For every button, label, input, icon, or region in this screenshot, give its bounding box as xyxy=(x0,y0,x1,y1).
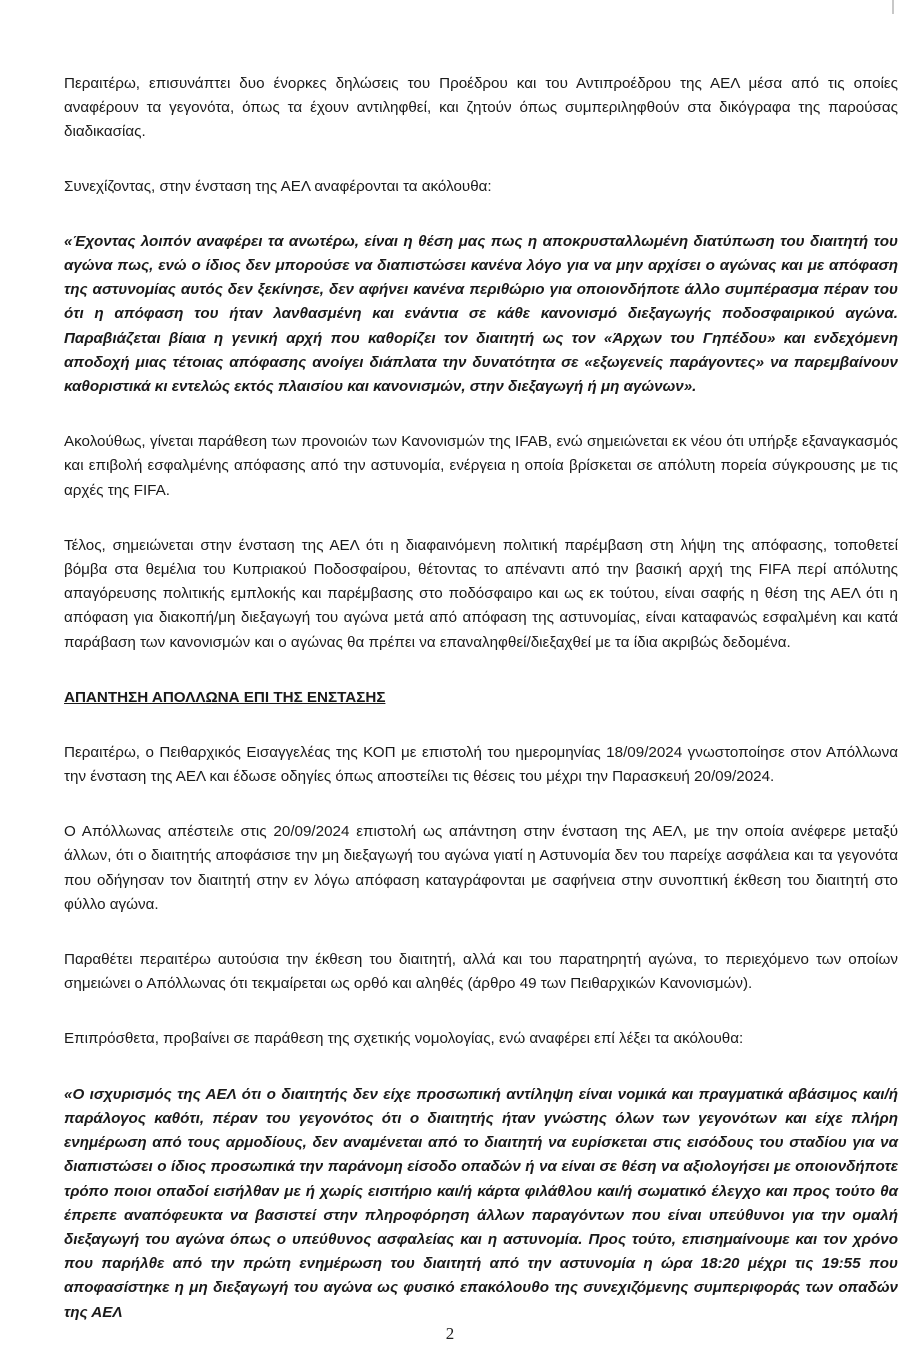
quote-apollon-reply: «Ο ισχυρισμός της ΑΕΛ ότι ο διαιτητής δεν είχε προσωπική αντίληψη είναι νομικά και πραγματικά αβάσιμος και/ή παράλογος καθότι, πέραν του γεγονότος ότι ο διαιτητής ήταν γνώστης όλων των γεγονότων και είχε πλήρη ενημέρωση από τους αρμοδίους, δεν αναμένεται από το διαιτητή να ευρίσκεται στις εισόδους του σταδίου για να διαπιστώσει ο ίδιος προσωπικά την παράνομη είσοδο οπαδών ή να είναι σε θέση να αξιολογήσει με οποιονδήποτε τρόπο ποιοι οπαδοί εισήλθαν με ή χωρίς εισιτήριο και/ή κάρτα φιλάθλου και/ή σωματικό έλεγχο και προς τούτο θα έπρεπε αναπόφευκτα να βασιστεί στην πληροφόρηση άλλων παραγόντων που είναι υπεύθυνοι για την ομαλή διεξαγωγή του αγώνα όπως ο υπεύθυνος ασφαλείας και η αστυνομία. Προς τούτο, επισημαίνουμε και τον χρόνο που παρήλθε από την πρώτη ενημέρωση του διαιτητή από την αστυνομία η ώρα 18:20 μέχρι τις 19:55 που αποφασίστηκε η μη διεξαγωγή του αγώνα ως φυσικό επακόλουθο της συνεχιζόμενης συμπεριφοράς των οπαδών της ΑΕΛ xyxy=(64,1085,898,1321)
paragraph-ifab-rules: Ακολούθως, γίνεται παράθεση των προνοιών των Κανονισμών της IFAB, ενώ σημειώνεται εκ νέου ότι υπήρξε εξαναγκασμός και επιβολή εσφαλμένης απόφασης από την αστυνομία, ενέργεια η οποία βρίσκεται σε απόλυτη πορεία σύγκρουσης με τις αρχές της FIFA. xyxy=(64,433,898,499)
paragraph-political-intervention: Τέλος, σημειώνεται στην ένσταση της ΑΕΛ ότι η διαφαινόμενη πολιτική παρέμβαση στη λήψη της απόφασης, τοποθετεί βόμβα στα θεμέλια του Κυπριακού Ποδοσφαίρου, θέτοντας το απέναντι από την βασική αρχή της FIFA περί απόλυτης απαγόρευσης πολιτικής εμπλοκής και παρέμβασης στο ποδόσφαιρο και ως εκ τούτου, είναι σαφής η θέση της ΑΕΛ ότι η απόφαση για διακοπή/μη διεξαγωγή του αγώνα μετά από απόφαση της αστυνομίας, είναι καταφανώς εσφαλμένη και κατά παράβαση των κανονισμών και ο αγώνας θα πρέπει να επαναληφθεί/διεξαχθεί με τα ίδια ακριβώς δεδομένα. xyxy=(64,536,898,651)
document-page xyxy=(64,72,898,1325)
paragraph-continuing: Συνεχίζοντας, στην ένσταση της ΑΕΛ αναφέρονται τα ακόλουθα: xyxy=(64,177,492,195)
paragraph-prosecutor-letter: Περαιτέρω, ο Πειθαρχικός Εισαγγελέας της ΚΟΠ με επιστολή του ημερομηνίας 18/09/2024 γνωστοποίησε στον Απόλλωνα την ένσταση της ΑΕΛ και έδωσε οδηγίες όπως αποστείλει τις θέσεις του μέχρι την Παρασκευή 20/09/2024. xyxy=(64,743,898,786)
quote-ael-objection xyxy=(64,230,898,399)
paragraph-referee-report: Παραθέτει περαιτέρω αυτούσια την έκθεση του διαιτητή, αλλά και του παρατηρητή αγώνα, το περιεχόμενο των οποίων σημειώνει ο Απόλλωνας ότι τεκμαίρεται ως ορθό και αληθές (άρθρο 49 των Πειθαρχικών Κανονισμών). xyxy=(64,951,898,993)
scan-edge-mark xyxy=(892,0,894,14)
section-heading: ΑΠΑΝΤΗΣΗ ΑΠΟΛΛΩΝΑ ΕΠΙ ΤΗΣ ΕΝΣΤΑΣΗΣ xyxy=(64,688,386,706)
quote-ael-bold-part: Παραβιάζεται βίαια η γενική αρχή που καθορίζει τον διαιτητή ως τον «Άρχων του Γηπέδου» και ενδεχόμενη αποδοχή μιας τέτοιας απόφασης ανοίγει διάπλατα την δυνατότητα σε «εξωγενείς παράγοντες» να παρεμβαίνουν καθοριστικά κι εντελώς εκτός πλαισίου και κανονισμών, στην διεξαγωγή ή μη αγώνων». xyxy=(64,329,898,396)
paragraph-case-law: Επιπρόσθετα, προβαίνει σε παράθεση της σχετικής νομολογίας, ενώ αναφέρει επί λέξει τα ακόλουθα: xyxy=(64,1030,744,1048)
page-number: 2 xyxy=(445,1324,455,1343)
paragraph-sworn-statements: Περαιτέρω, επισυνάπτει δυο ένορκες δηλώσεις του Προέδρου και του Αντιπροέδρου της ΑΕΛ μέσα από τις οποίες αναφέρουν τα γεγονότα, όπως τα έχουν αντιληφθεί, και ζητούν όπως συμπεριληφθούν στα δικόγραφα της παρούσας διαδικασίας. xyxy=(64,75,898,141)
paragraph-apollon-reply: Ο Απόλλωνας απέστειλε στις 20/09/2024 επιστολή ως απάντηση στην ένσταση της ΑΕΛ, με την οποία ανέφερε μεταξύ άλλων, ότι ο διαιτητής αποφάσισε την μη διεξαγωγή του αγώνα γιατί η Αστυνομία δεν του παρείχε ασφάλεια και τα γεγονότα που οδήγησαν τον διαιτητή στην εν λόγω απόφαση καταγράφονται με σαφήνεια στην συνοπτική έκθεση του διαιτητή στο φύλλο αγώνα. xyxy=(64,823,898,913)
quote-ael-italic-part: «Έχοντας λοιπόν αναφέρει τα ανωτέρω, είναι η θέση μας πως η αποκρυσταλλωμένη διατύπωση του διαιτητή του αγώνα πως, ενώ ο ίδιος δεν μπορούσε να διαπιστώσει κανένα λόγο για να μην αρχίσει ο αγώνας και με απόφαση της αστυνομίας αυτός δεν ξεκίνησε, δεν αφήνει κανένα περιθώριο για οποιονδήποτε άλλο συμπέρασμα πέραν του ότι η απόφαση του ήταν λανθασμένη και ενάντια σε κάθε κανονισμό διεξαγωγής ποδοσφαιρικού αγώνα. xyxy=(64,232,898,323)
